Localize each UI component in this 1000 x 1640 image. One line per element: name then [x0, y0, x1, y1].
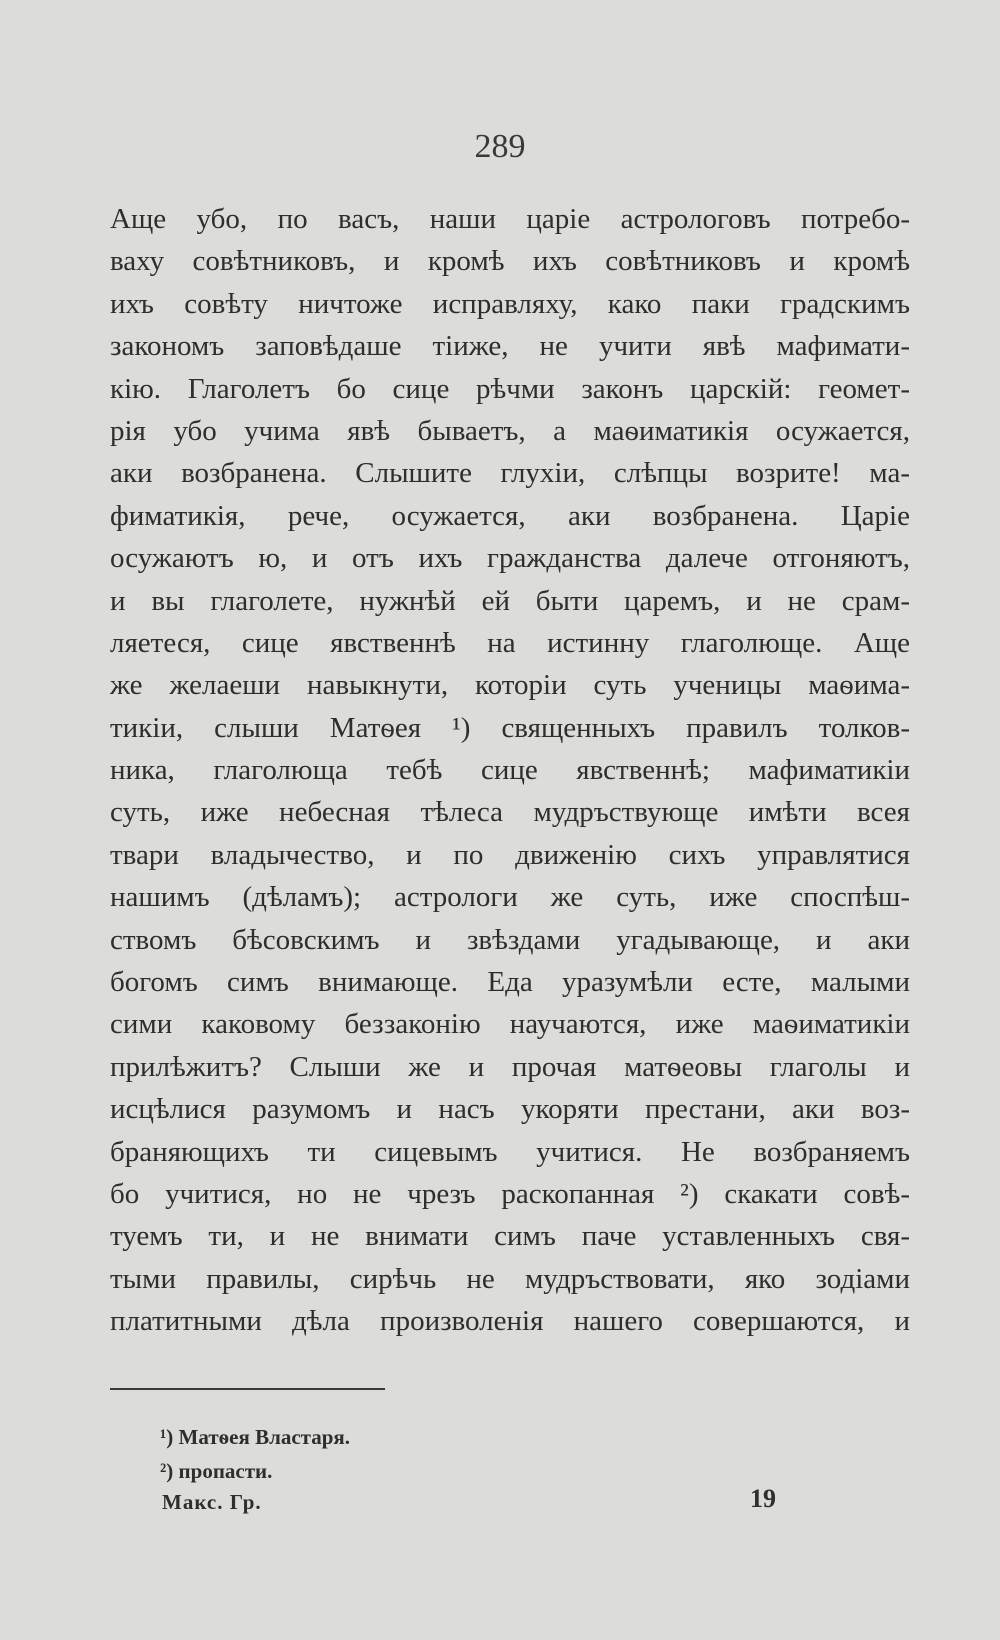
text-line: сими каковому беззаконiю научаются, иже маѳиматикiи [110, 1008, 910, 1041]
text-line: бо учитися, но не чрезъ раскопанная ²) скакати совѣ- [110, 1177, 910, 1210]
text-line: прилѣжитъ? Слыши же и прочая матѳеовы глаголы и [110, 1050, 910, 1083]
text-line: ствомъ бѣсовскимъ и звѣздами угадывающе, и аки [110, 923, 910, 956]
text-line: браняющихъ ти сицевымъ учитися. Не возбраняемъ [110, 1135, 910, 1168]
text-line: осужаютъ ю, и отъ ихъ гражданства далече отгоняютъ, [110, 542, 910, 575]
body-text [110, 198, 910, 1343]
text-line: ника, глаголюща тебѣ сице явственнѣ; мафиматикiи [110, 754, 910, 787]
text-line: кiю. Глаголетъ бо сице рѣчми законъ царскiй: геомет- [110, 372, 910, 405]
text-line: туемъ ти, и не внимати симъ паче уставленныхъ свя- [110, 1220, 910, 1253]
footnote-2: ²) пропасти. [160, 1459, 273, 1483]
text-line: суть, иже небесная тѣлеса мудръствующе имѣти всея [110, 796, 910, 829]
page-number: 289 [474, 128, 526, 165]
signature-sheet-number: 19 [750, 1484, 776, 1513]
text-line: исцѣлися разумомъ и насъ укоряти престани, аки воз- [110, 1093, 910, 1126]
text-line: нашимъ (дѣламъ); астрологи же суть, иже споспѣш- [110, 881, 910, 914]
footnotes [160, 1420, 350, 1488]
text-line: фиматикiя, рече, осужается, аки возбранена. Царiе [110, 499, 910, 532]
text-line: ляетеся, сице явственнѣ на истинну глаголюще. Аще [110, 626, 910, 659]
footnote-1: ¹) Матѳея Властаря. [160, 1425, 351, 1449]
text-line: же желаеши навыкнути, которiи суть ученицы маѳима- [110, 669, 910, 702]
text-line: платитными дѣла произволенiя нашего совершаются, и [110, 1305, 910, 1338]
text-line: закономъ заповѣдаше тiиже, не учити явѣ мафимати- [110, 330, 910, 363]
text-line: рiя убо учима явѣ бываетъ, а маѳиматикiя осужается, [110, 414, 910, 447]
footnote-divider [110, 1388, 385, 1390]
text-line: ихъ совѣту ничтоже исправляху, како паки градскимъ [110, 287, 910, 320]
text-line: богомъ симъ внимающе. Еда уразумѣли есте, малыми [110, 966, 910, 999]
text-line: твари владычество, и по движенiю сихъ управлятися [110, 838, 910, 871]
text-line: аки возбранена. Слышите глухiи, слѣпцы возрите! ма- [110, 457, 910, 490]
text-line: и вы глаголете, нужнѣй ей быти царемъ, и не срам- [110, 584, 910, 617]
text-line: тикiи, слыши Матѳея ¹) священныхъ правилъ толков- [110, 711, 910, 744]
text-line: тыми правилы, сирѣчь не мудръствовати, яко зодiами [110, 1262, 910, 1295]
signature-mark: Макс. Гр. [162, 1490, 262, 1514]
text-line: Аще убо, по васъ, наши царiе астрологовъ потребо- [110, 203, 910, 235]
text-line: ваху совѣтниковъ, и кромѣ ихъ совѣтниковъ и кромѣ [110, 245, 910, 278]
